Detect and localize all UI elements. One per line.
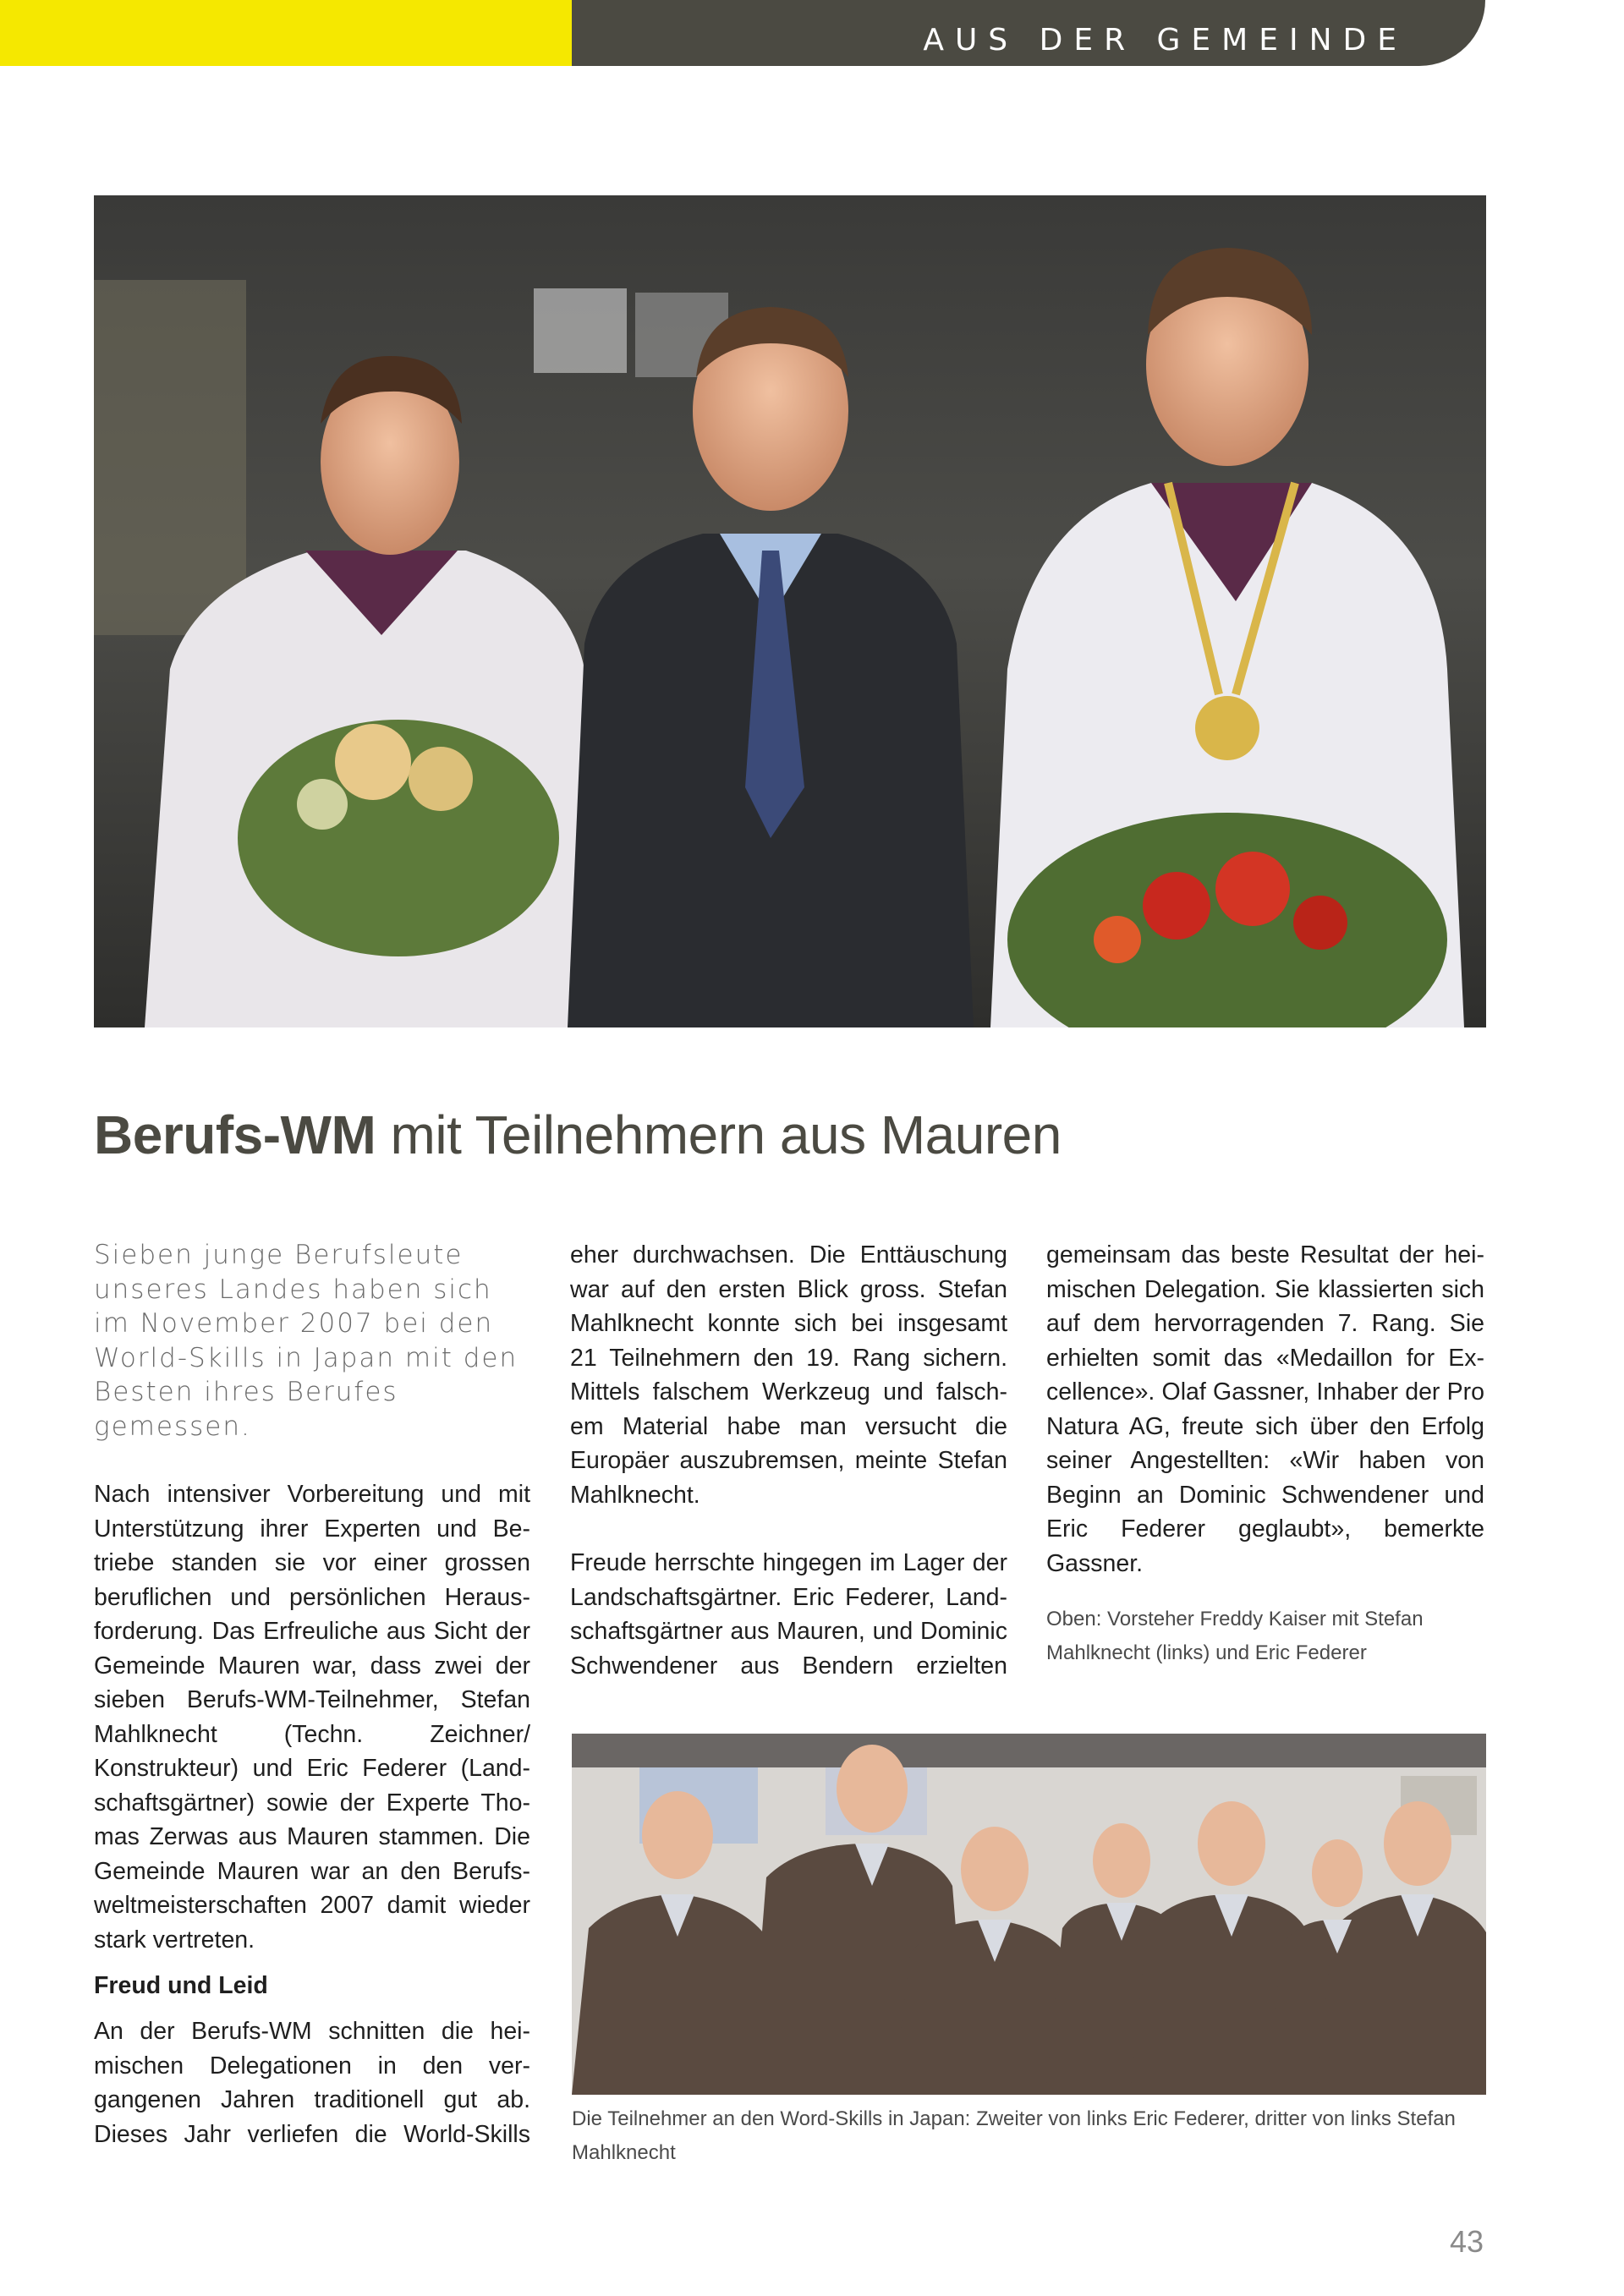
bottom-photo — [572, 1734, 1486, 2095]
header-accent-bar — [0, 0, 572, 66]
header-section-bar — [572, 0, 1485, 66]
paragraph-1: Nach intensiver Vorbereitung und mit Unterstützung ihrer Experten und Betriebe standen sie vor einer grossen beruflichen und persönlichen Herausforderung. Das Erfreuliche aus Sicht der Gemeinde Mauren war, dass zwei der sieben Berufs-WM-Teilnehmer, Stefan Mahlknecht (Techn. Zeichner/ Konstrukteur) und Eric Federer (Landschaftsgärtner) sowie der Experte Thomas Zerwas aus Mauren stammen. Die Gemeinde Mauren war an den Berufsweltmeisterschaften 2007 damit wieder stark vertreten. — [94, 1481, 530, 1954]
text-column-1 — [94, 1238, 530, 2151]
article-lead: Sieben junge Berufsleute unseres Landes haben sich im November 2007 bei den World-Skills in Japan mit den Besten ihres Berufes gemessen. — [94, 1240, 518, 1442]
text-column-3 — [1046, 1238, 1484, 1670]
paragraph-2: An der Berufs-WM schnitten die heimischen Delegationen in den vergangenen Jahren traditionell gut ab. Dieses Jahr verliefen die World-Skills — [94, 2018, 530, 2148]
bottom-photo-caption-wrap — [572, 2102, 1486, 2170]
headline-bold: Berufs-WM — [94, 1104, 376, 1165]
page-number: 43 — [1449, 2224, 1484, 2259]
section-title: AUS DER GEMEINDE — [923, 23, 1407, 58]
bottom-photo-caption: Die Teilnehmer an den Word-Skills in Japan: Zweiter von links Eric Federer, dritter von links Stefan Mahlknecht — [572, 2107, 1456, 2164]
top-photo — [94, 195, 1486, 1027]
headline-regular: mit Teilnehmern aus Mauren — [376, 1104, 1062, 1165]
article-headline — [94, 1104, 1490, 1166]
paragraph-3: Freude herrschte hingegen im Lager der Landschaftsgärtner. Eric Federer, Landschaftsgärtner aus Mauren, und Dominic Schwendener aus Bendern erzielten — [570, 1549, 1007, 1680]
text-column-2 — [570, 1238, 1007, 1683]
top-photo-caption: Oben: Vorsteher Freddy Kaiser mit Stefan Mahlknecht (links) und Eric Federer — [1046, 1608, 1424, 1664]
paragraph-3-continued: gemeinsam das beste Resultat der heimischen Delegation. Sie klassierten sich auf dem hervorragenden 7. Rang. Sie erhielten somit das «Medaillon for Excellence». Olaf Gassner, Inhaber der Pro Natura AG, freute sich über den Erfolg seiner Angestellten: «Wir haben von Beginn an Dominic Schwendener und Eric Federer geglaubt», bemerkte Gassner. — [1046, 1241, 1484, 1577]
paragraph-2-continued: eher durchwachsen. Die Enttäuschung war auf den ersten Blick gross. Stefan Mahlknecht konnte sich bei insgesamt 21 Teilnehmern den 19. Rang sichern. Mittels falschem Werkzeug und falschem Material habe man versucht die Europäer auszubremsen, meinte Stefan Mahlknecht. — [570, 1241, 1007, 1509]
subheading: Freud und Leid — [94, 1972, 268, 1999]
